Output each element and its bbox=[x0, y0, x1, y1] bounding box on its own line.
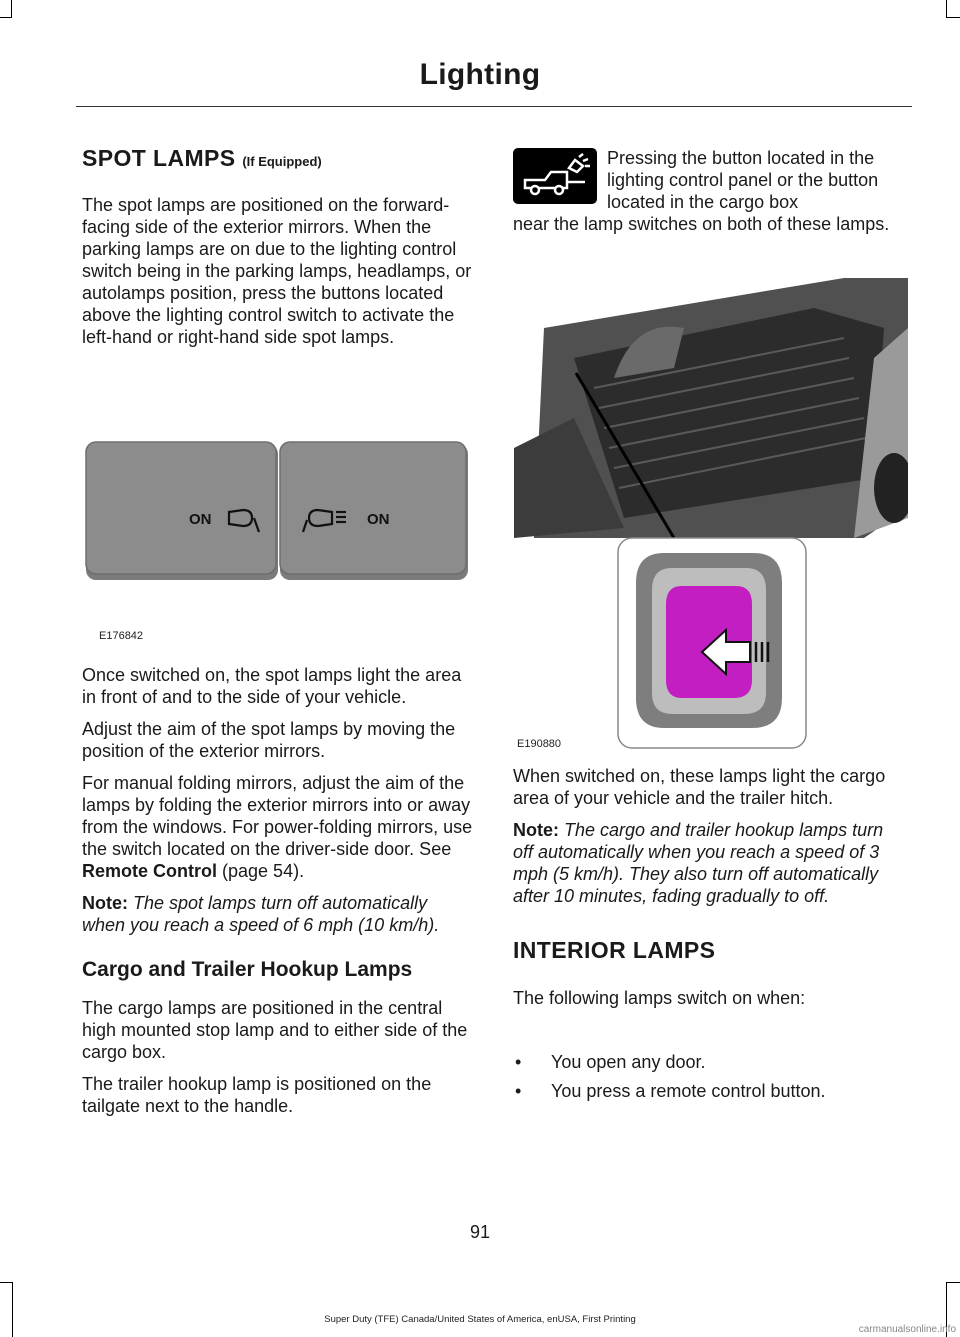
cargo-lamp-icon bbox=[513, 148, 597, 204]
watermark: carmanualsonline.info bbox=[858, 1324, 956, 1335]
spot-lamps-note bbox=[82, 892, 475, 936]
interior-lamps-intro: The following lamps switch on when: bbox=[513, 987, 806, 1008]
left-column-lower bbox=[82, 664, 475, 1117]
spot-lamp-buttons-figure bbox=[84, 440, 474, 590]
spot-lamps-aim-paragraph: Adjust the aim of the spot lamps by moving the position of the exterior mirrors. bbox=[82, 719, 456, 761]
spot-lamps-area-paragraph: Once switched on, the spot lamps light the area in front of and to the side of your vehicle. bbox=[82, 665, 462, 707]
header-rule bbox=[76, 106, 912, 107]
crop-mark bbox=[946, 1282, 960, 1283]
heading-text: SPOT LAMPS bbox=[82, 145, 236, 171]
page-number: 91 bbox=[469, 1222, 491, 1242]
left-spot-lamp-button bbox=[86, 442, 276, 574]
note-text: The spot lamps turn off automatically when you reach a speed of 6 mph (10 km/h). bbox=[82, 893, 440, 935]
note-text: The cargo and trailer hookup lamps turn off automatically when you reach a speed of 3 mph (5 km/h). They also turn off automatically after 10 minutes, fading gradually to off. bbox=[513, 820, 884, 906]
left-column bbox=[82, 145, 475, 348]
right-column-lower bbox=[513, 765, 908, 1009]
subheading-cargo-trailer: Cargo and Trailer Hookup Lamps bbox=[82, 958, 413, 981]
figure-caption-e190880: E190880 bbox=[517, 738, 562, 750]
crop-mark bbox=[946, 0, 947, 18]
crop-mark bbox=[946, 17, 960, 18]
cargo-lamps-light-paragraph: When switched on, these lamps light the cargo area of your vehicle and the trailer hitch. bbox=[513, 766, 886, 808]
bullet-dot: • bbox=[515, 1081, 522, 1101]
trailer-lamp-paragraph: The trailer hookup lamp is positioned on the tailgate next to the handle. bbox=[82, 1074, 432, 1117]
page-reference: (page 54). bbox=[222, 861, 305, 881]
right-spot-lamp-button bbox=[280, 442, 466, 574]
crop-mark bbox=[11, 0, 12, 18]
section-heading-interior-lamps: INTERIOR LAMPS bbox=[513, 937, 716, 963]
figure-caption-e176842: E176842 bbox=[99, 630, 144, 642]
crop-mark bbox=[12, 1282, 13, 1337]
bullet-dot: • bbox=[515, 1052, 522, 1072]
cargo-lamp-button-paragraph-cont: near the lamp switches on both of these lamps. bbox=[513, 214, 890, 234]
cargo-lamps-note bbox=[513, 819, 908, 907]
remote-control-link[interactable]: Remote Control bbox=[82, 861, 217, 881]
spot-lamps-paragraph: The spot lamps are positioned on the forward-facing side of the exterior mirrors. When the parking lamps are on due to the lighting control switch being in the parking lamps, headlamps, or autolamps position, press the buttons located above the lighting control switch to activate the left-hand or right-hand side spot lamps. bbox=[82, 194, 472, 347]
cargo-lamps-paragraph: The cargo lamps are positioned in the central high mounted stop lamp and to either side of the cargo box. bbox=[82, 998, 468, 1063]
left-on-label: ON bbox=[189, 511, 212, 528]
list-item-text: You open any door. bbox=[551, 1052, 706, 1072]
heading-qualifier: (If Equipped) bbox=[242, 154, 322, 169]
folding-mirrors-paragraph bbox=[82, 772, 475, 882]
cargo-box-figure bbox=[514, 268, 908, 752]
folding-mirrors-text: For manual folding mirrors, adjust the aim of the lamps by folding the exterior mirrors into or away from the windows. For power-folding mirrors, use the switch located on the driver-side door. See bbox=[82, 773, 473, 859]
section-heading-spot-lamps bbox=[82, 145, 475, 173]
note-label: Note: bbox=[513, 820, 559, 840]
page-title: Lighting bbox=[419, 58, 541, 91]
cargo-lamp-button-paragraph: Pressing the button located in the lighting control panel or the button located in the cargo box bbox=[607, 148, 879, 212]
list-item-text: You press a remote control button. bbox=[551, 1081, 826, 1101]
footer-publication-text: Super Duty (TFE) Canada/United States of America, enUSA, First Printing bbox=[324, 1314, 636, 1325]
note-label: Note: bbox=[82, 893, 128, 913]
right-on-label: ON bbox=[367, 511, 390, 528]
crop-mark bbox=[0, 17, 12, 18]
